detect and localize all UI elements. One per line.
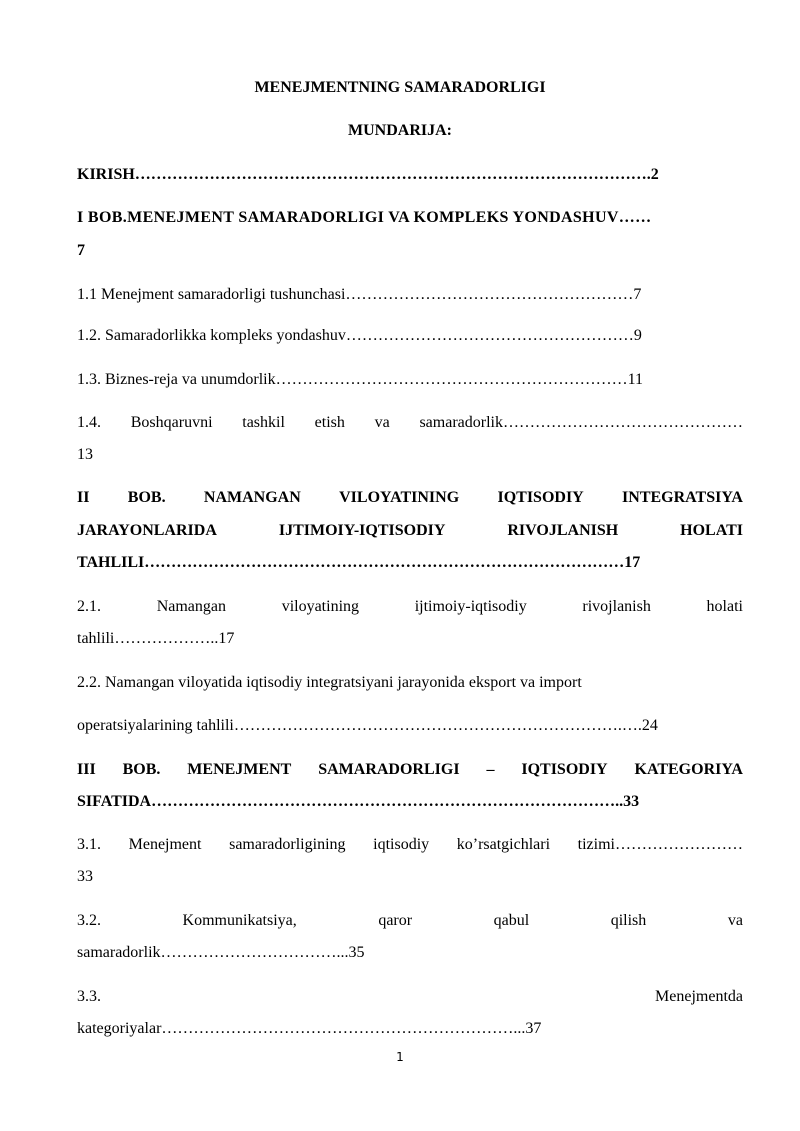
word: INTEGRATSIYA (622, 489, 743, 506)
word: IQTISODIY (521, 761, 608, 778)
word: KATEGORIYA (634, 761, 743, 778)
word: 3.3. (77, 988, 101, 1005)
toc-entry-1-1: 1.1 Menejment samaradorligi tushunchasi………………………………………………7 (77, 286, 642, 303)
word: tashkil (242, 414, 285, 431)
word: qaror (378, 912, 413, 929)
word: holati (706, 598, 743, 615)
word: Menejment (128, 836, 202, 853)
word: viloyatining (281, 598, 360, 615)
word: II (77, 489, 90, 506)
toc-entry-3-2-line2: samaradorlik……………………………...35 (77, 944, 365, 961)
word: tizimi…………………… (577, 836, 743, 853)
word: IQTISODIY (497, 489, 584, 506)
toc-entry-1-3: 1.3. Biznes-reja va unumdorlik…………………………………………………………11 (77, 371, 644, 388)
word: qabul (493, 912, 530, 929)
word: etish (314, 414, 345, 431)
toc-entry-bob2-line3: TAHLILI………………………………………………………………………………17 (77, 554, 641, 571)
word: 1.4. (77, 414, 101, 431)
word: BOB. (127, 489, 166, 506)
toc-entry-1-4-page: 13 (77, 446, 93, 463)
word: JARAYONLARIDA (77, 522, 217, 539)
toc-entry-1-2: 1.2. Samaradorlikka kompleks yondashuv………………………………………………9 (77, 327, 642, 344)
word: RIVOJLANISH (507, 522, 619, 539)
toc-entry-3-3-line2: kategoriyalar…………………………………………………………...37 (77, 1020, 542, 1037)
word: BOB. (122, 761, 161, 778)
word: qilish (610, 912, 647, 929)
toc-entry-bob1-page: 7 (77, 242, 85, 259)
toc-entry-bob1: I BOB.MENEJMENT SAMARADORLIGI VA KOMPLEKS YONDASHUV…… (77, 209, 652, 226)
word: 2.1. (77, 598, 101, 615)
word: iqtisodiy (373, 836, 430, 853)
toc-entry-2-1 (77, 597, 743, 617)
word: NAMANGAN (203, 489, 301, 506)
toc-entry-kirish: KIRISH…………………………………………………………………………………….2 (77, 166, 659, 183)
word: 3.2. (77, 912, 101, 929)
toc-entry-1-4 (77, 413, 743, 433)
word: SAMARADORLIGI (318, 761, 460, 778)
toc-entry-3-1 (77, 835, 743, 855)
toc-entry-bob2 (77, 488, 743, 508)
document-title: MENEJMENTNING SAMARADORLIGI (254, 79, 546, 96)
word: ijtimoiy-iqtisodiy (414, 598, 527, 615)
word: III (77, 761, 96, 778)
toc-entry-bob2-line2 (77, 521, 743, 541)
word: – (486, 761, 495, 778)
word: HOLATI (680, 522, 743, 539)
word: ko’rsatgichlari (456, 836, 551, 853)
word: 3.1. (77, 836, 101, 853)
toc-entry-3-2 (77, 911, 743, 931)
word: rivojlanish (582, 598, 651, 615)
word: Boshqaruvni (130, 414, 213, 431)
toc-entry-3-3 (77, 987, 743, 1007)
toc-entry-2-2: 2.2. Namangan viloyatida iqtisodiy integratsiyani jarayonida eksport va import (77, 674, 582, 691)
page-number: 1 (396, 1050, 404, 1064)
word: Namangan (156, 598, 226, 615)
toc-heading: MUNDARIJA: (348, 122, 452, 139)
word: samaradorligining (229, 836, 346, 853)
word: IJTIMOIY-IQTISODIY (278, 522, 446, 539)
word: va (727, 912, 743, 929)
toc-entry-bob3-line2: SIFATIDA……………………………………………………………………………..33 (77, 793, 640, 810)
word: samaradorlik……………………………………… (419, 414, 743, 431)
toc-entry-3-1-page: 33 (77, 868, 93, 885)
toc-entry-bob3 (77, 760, 743, 780)
word: MENEJMENT (187, 761, 292, 778)
toc-entry-2-1-line2: tahlili………………..17 (77, 630, 235, 647)
toc-entry-2-2-line2: operatsiyalarining tahlili……………………………………………………………….….24 (77, 717, 658, 734)
word: Menejmentda (655, 988, 743, 1005)
word: VILOYATINING (339, 489, 460, 506)
word: Kommunikatsiya, (182, 912, 297, 929)
word: va (374, 414, 390, 431)
